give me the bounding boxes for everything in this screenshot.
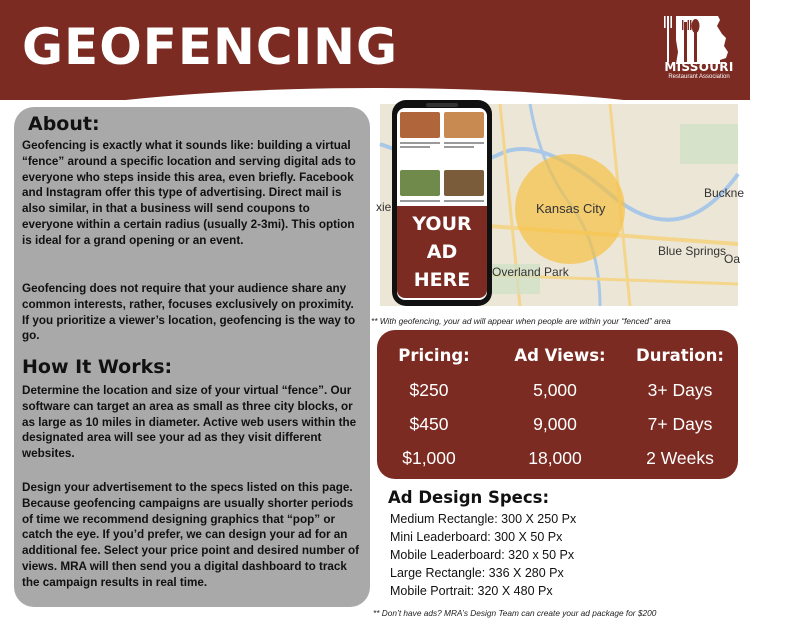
spec-item: Mini Leaderboard: 300 X 50 Px <box>390 530 563 544</box>
logo-name: MISSOURI <box>664 60 734 74</box>
how-paragraph-1: Determine the location and size of your virtual “fence”. Our software can target an area as small as three city blocks, or as large as 10 miles in diameter. Active web users within the designated area will see your ad as they visit different websites. <box>22 384 357 461</box>
how-it-works-heading: How It Works: <box>22 356 173 378</box>
spec-item: Mobile Portrait: 320 X 480 Px <box>390 584 553 598</box>
views-cell: 9,000 <box>533 414 577 434</box>
map-label-buckner: Buckne <box>704 186 745 200</box>
page-title: GEOFENCING <box>22 18 399 76</box>
price-cell: $1,000 <box>402 448 456 468</box>
duration-cell: 2 Weeks <box>646 448 714 468</box>
thumb-image <box>444 170 484 196</box>
map-label-overland-park: Overland Park <box>492 265 569 279</box>
design-footnote: ** Don’t have ads? MRA’s Design Team can create your ad package for $200 <box>373 608 657 618</box>
thumb-image <box>400 170 440 196</box>
spec-item: Mobile Leaderboard: 320 x 50 Px <box>390 548 575 562</box>
duration-cell: 7+ Days <box>647 414 713 434</box>
logo-subtitle: Restaurant Association <box>668 74 730 80</box>
about-heading: About: <box>28 113 100 135</box>
views-cell: 18,000 <box>528 448 582 468</box>
pricing-header: Pricing: <box>398 346 470 365</box>
spec-item: Large Rectangle: 336 X 280 Px <box>390 566 564 580</box>
map-label-xie: xie <box>376 200 392 214</box>
views-cell: 5,000 <box>533 380 577 400</box>
map-footnote: ** With geofencing, your ad will appear when people are within your “fenced” area <box>371 316 671 326</box>
map-label-kansas-city: Kansas City <box>536 201 606 216</box>
thumb-image <box>400 112 440 138</box>
specs-heading: Ad Design Specs: <box>388 488 550 507</box>
map-label-oa: Oa <box>724 252 741 266</box>
spec-item: Medium Rectangle: 300 X 250 Px <box>390 512 577 526</box>
how-paragraph-2: Design your advertisement to the specs listed on this page. Because geofencing campaigns are usually shorter periods of time we recommend designing graphics that “pop” or catch the eye. If you’d prefer, we can design your ad for an additional fee. Select your price point and desired number of views. MRA will then send you a digital dashboard to track the campaign results in real time. <box>22 481 360 589</box>
phone-notch <box>426 103 458 107</box>
thumb-image <box>444 112 484 138</box>
price-cell: $250 <box>409 380 449 400</box>
ad-text-line-2: AD <box>426 241 458 263</box>
ad-views-header: Ad Views: <box>514 346 606 365</box>
map-label-blue-springs: Blue Springs <box>658 244 727 258</box>
about-paragraph-2: Geofencing does not require that your audience share any common interests, rather, focuses exclusively on proximity. If you prioritize a viewer’s location, geofencing is the way to go. <box>22 282 356 343</box>
ad-text-line-1: YOUR <box>412 213 472 235</box>
duration-cell: 3+ Days <box>647 380 713 400</box>
duration-header: Duration: <box>636 346 724 365</box>
ad-text-line-3: HERE <box>413 269 471 291</box>
about-paragraph-1: Geofencing is exactly what it sounds like: building a virtual “fence” around a specific location and serving digital ads to everyone who steps inside this area, even briefly. Facebook and Instagram offer this type of advertising. Direct mail is also similar, in that a business will send coupons to everyone within a certain radius (usually 2-3mi). This option is ideal for a grand opening or an event. <box>22 139 356 247</box>
price-cell: $450 <box>409 414 449 434</box>
